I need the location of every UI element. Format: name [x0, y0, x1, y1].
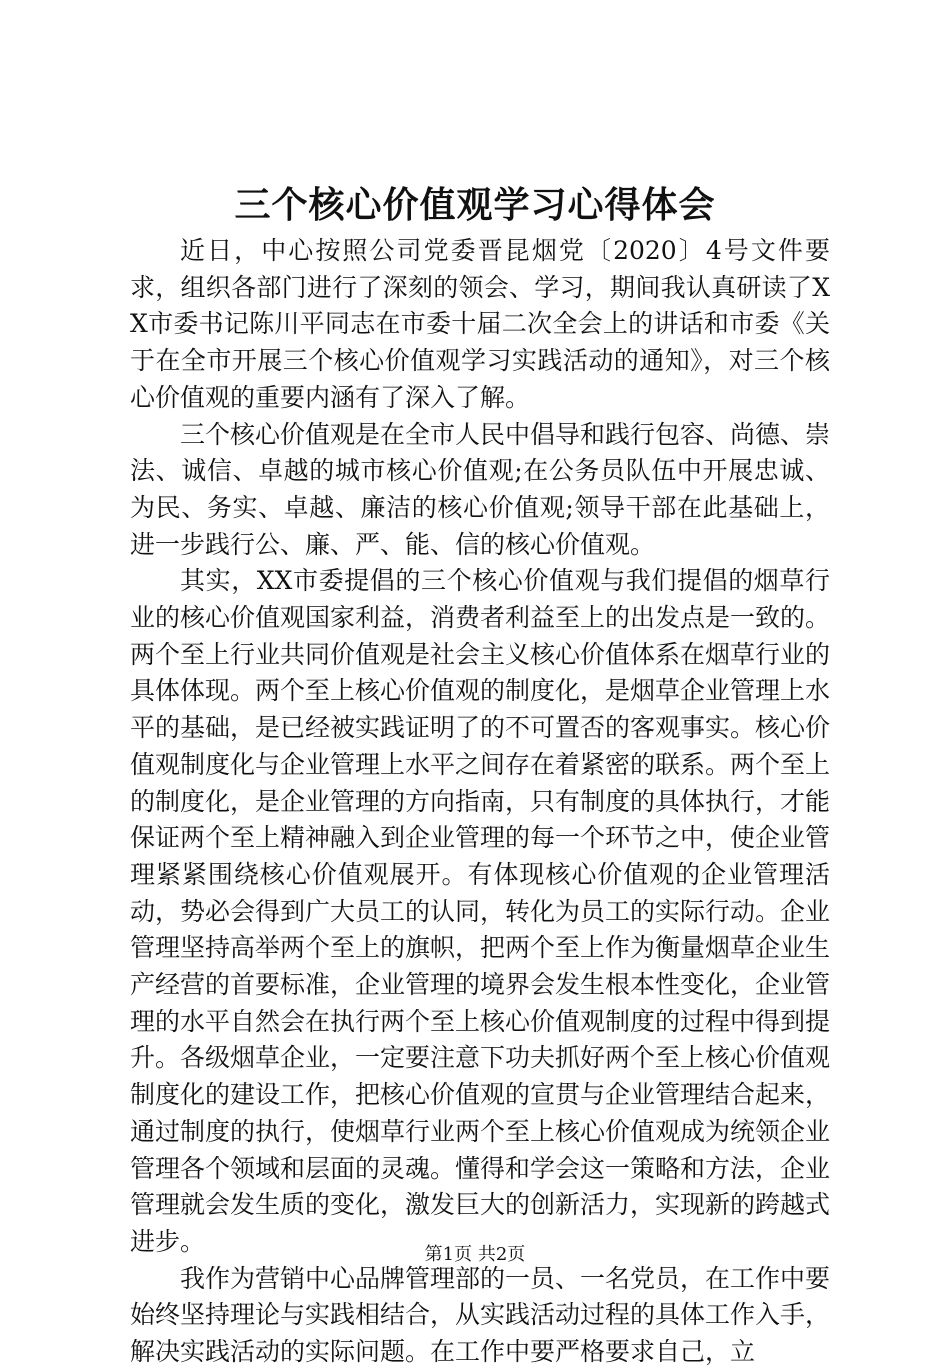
document-body [130, 233, 830, 1371]
paragraph-tobacco-industry: 其实，XX市委提倡的三个核心价值观与我们提倡的烟草行业的核心价值观国家利益，消费者利益至上的出发点是一致的。两个至上行业共同价值观是社会主义核心价值体系在烟草行业的具体体现。两个至上核心价值观的制度化，是烟草企业管理上水平的基础，是已经被实践证明了的不可置否的客观事实。核心价值观制度化与企业管理上水平之间存在着紧密的联系。两个至上的制度化，是企业管理的方向指南，只有制度的具体执行，才能保证两个至上精神融入到企业管理的每一个环节之中，使企业管理紧紧围绕核心价值观展开。有体现核心价值观的企业管理活动，势必会得到广大员工的认同，转化为员工的实际行动。企业管理坚持高举两个至上的旗帜，把两个至上作为衡量烟草企业生产经营的首要标准，企业管理的境界会发生根本性变化，企业管理的水平自然会在执行两个至上核心价值观制度的过程中得到提升。各级烟草企业，一定要注意下功夫抓好两个至上核心价值观制度化的建设工作，把核心价值观的宣贯与企业管理结合起来，通过制度的执行，使烟草行业两个至上核心价值观成为统领企业管理各个领域和层面的灵魂。懂得和学会这一策略和方法，企业管理就会发生质的变化，激发巨大的创新活力，实现新的跨越式进步。 [130, 566, 831, 1256]
page-number-footer: 第1页 共2页 [424, 1244, 526, 1265]
paragraph-personal-commitment: 我作为营销中心品牌管理部的一员、一名党员，在工作中要始终坚持理论与实践相结合，从实践活动过程的具体工作入手，解决实践活动的实际问题。在工作中要严格要求自己，立 [130, 1263, 831, 1367]
document-title: 三个核心价值观学习心得体会 [234, 184, 716, 226]
paragraph-core-values: 三个核心价值观是在全市人民中倡导和践行包容、尚德、崇法、诚信、卓越的城市核心价值观;在公务员队伍中开展忠诚、为民、务实、卓越、廉洁的核心价值观;领导干部在此基础上，进一步践行公、廉、严、能、信的核心价值观。 [130, 419, 831, 559]
paragraph-intro: 近日，中心按照公司党委晋昆烟党〔2020〕4号文件要求，组织各部门进行了深刻的领会、学习，期间我认真研读了XX市委书记陈川平同志在市委十届二次全会上的讲话和市委《关于在全市开展三个核心价值观学习实践活动的通知》，对三个核心价值观的重要内涵有了深入了解。 [130, 236, 830, 412]
